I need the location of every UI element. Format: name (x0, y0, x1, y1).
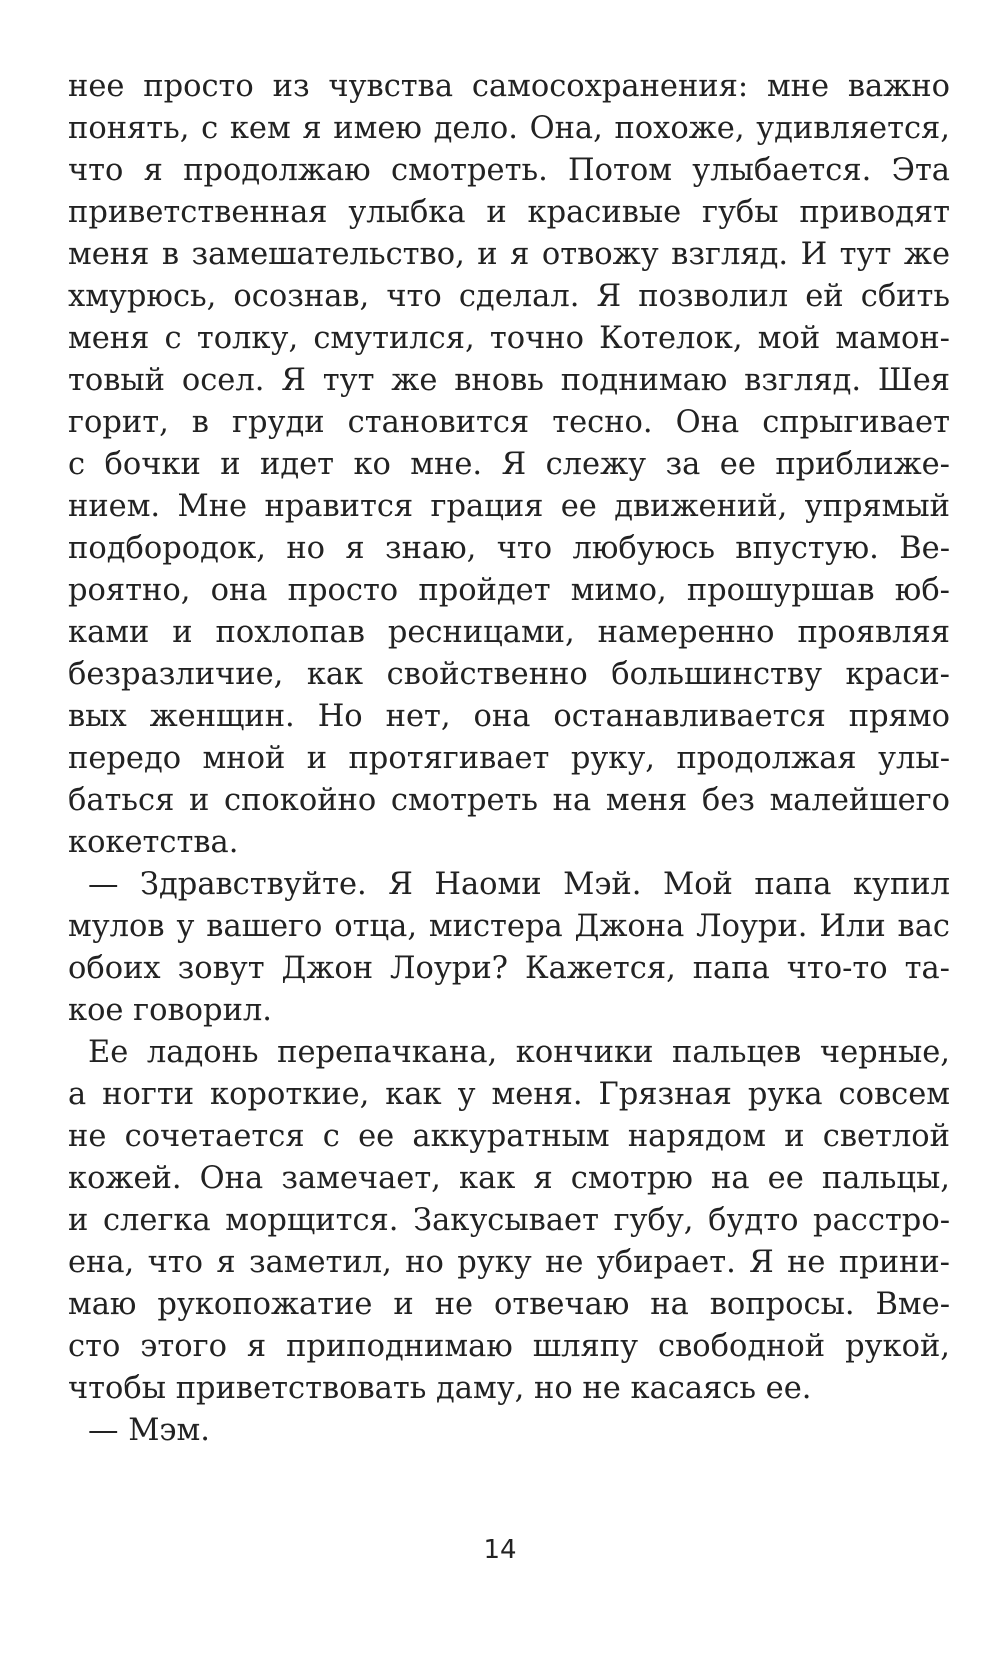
text-line: меня с толку, смутился, точно Котелок, мой мамон- (68, 321, 950, 356)
text-line: передо мной и протягивает руку, продолжая улы- (68, 741, 950, 776)
text-line: Ее ладонь перепачкана, кончики пальцев черные, (88, 1035, 950, 1070)
text-line: кое говорил. (68, 993, 272, 1028)
text-line: ена, что я заметил, но руку не убирает. Я не прини- (68, 1245, 950, 1280)
text-line: чтобы приветствовать даму, но не касаясь ее. (68, 1371, 812, 1406)
text-line: товый осел. Я тут же вновь поднимаю взгляд. Шея (68, 363, 950, 398)
text-line: — Мэм. (88, 1413, 210, 1448)
text-line: кокетства. (68, 825, 239, 860)
text-line: с бочки и идет ко мне. Я слежу за ее приближе- (68, 447, 950, 482)
book-page (68, 66, 950, 1666)
text-line: вых женщин. Но нет, она останавливается прямо (68, 699, 950, 734)
text-line: — Здравствуйте. Я Наоми Мэй. Мой папа купил (88, 867, 950, 902)
text-line: приветственная улыбка и красивые губы приводят (68, 195, 950, 230)
text-line: понять, с кем я имею дело. Она, похоже, удивляется, (68, 111, 950, 146)
text-line: нием. Мне нравится грация ее движений, упрямый (68, 489, 950, 524)
text-line: мулов у вашего отца, мистера Джона Лоури. Или вас (68, 909, 950, 944)
text-line: ками и похлопав ресницами, намеренно проявляя (68, 615, 950, 650)
text-line: что я продолжаю смотреть. Потом улыбается. Эта (68, 153, 950, 188)
page-number: 14 (483, 1535, 517, 1565)
text-line: горит, в груди становится тесно. Она спрыгивает (68, 405, 950, 440)
text-line: а ногти короткие, как у меня. Грязная рука совсем (68, 1077, 950, 1112)
text-line: маю рукопожатие и не отвечаю на вопросы. Вме- (68, 1287, 950, 1322)
text-line: обоих зовут Джон Лоури? Кажется, папа что-то та- (68, 951, 950, 986)
text-line: и слегка морщится. Закусывает губу, будто расстро- (68, 1203, 950, 1238)
text-line: подбородок, но я знаю, что любуюсь впустую. Ве- (68, 531, 950, 566)
text-line: баться и спокойно смотреть на меня без малейшего (68, 783, 950, 818)
text-line: не сочетается с ее аккуратным нарядом и светлой (68, 1119, 950, 1154)
text-line: меня в замешательство, и я отвожу взгляд. И тут же (68, 237, 950, 272)
text-line: безразличие, как свойственно большинству краси- (68, 657, 950, 692)
text-line: сто этого я приподнимаю шляпу свободной рукой, (68, 1329, 950, 1364)
text-line: хмурюсь, осознав, что сделал. Я позволил ей сбить (68, 279, 950, 314)
text-line: кожей. Она замечает, как я смотрю на ее пальцы, (68, 1161, 950, 1196)
text-line: роятно, она просто пройдет мимо, прошуршав юб- (68, 573, 950, 608)
text-line: нее просто из чувства самосохранения: мне важно (68, 69, 950, 104)
